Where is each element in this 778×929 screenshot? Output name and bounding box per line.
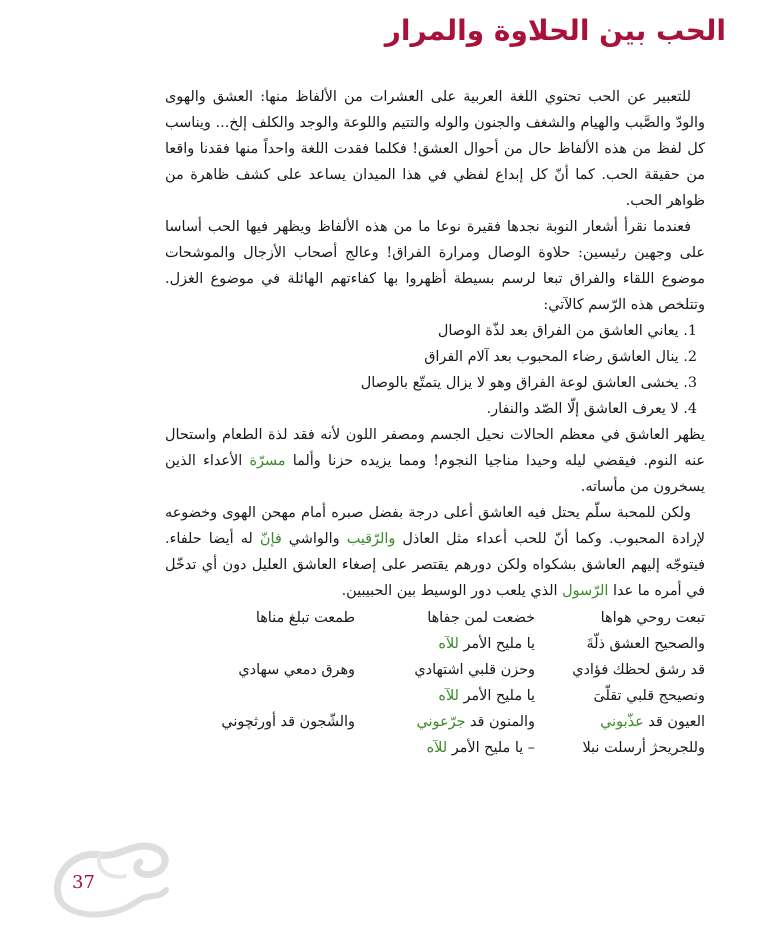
poem-hemistich: خضعت لمن جفاها — [427, 610, 535, 626]
highlighted-word: للآه — [438, 688, 459, 704]
poem-hemistich: وحزن قلبي اشتهادي — [414, 662, 535, 678]
list-item: 4. لا يعرف العاشق إلّا الصّد والنفار. — [486, 401, 697, 417]
numbered-list — [165, 318, 705, 422]
poem-hemistich: والصحيح العشق ذلّةَ — [586, 636, 705, 652]
poem-verse — [165, 683, 705, 709]
paragraph-3: يظهر العاشق في معظم الحالات نحيل الجسم ومصفر اللون لأنه فقد لذة الطعام واستحال عنه النوم. فيقضي ليله وحيدا مناجيا النجوم! ومما يزيده حزنا وألما مسرّة الأعداء الذين يسخرون من مأساته. — [165, 427, 705, 495]
highlighted-word: الرّسول — [562, 583, 609, 599]
poem-hemistich: – يا مليح الأمر للآه — [426, 740, 535, 756]
poem-hemistich: وهرق دمعي سهادي — [238, 662, 355, 678]
poem-hemistich: يا مليح الأمر للآه — [438, 636, 535, 652]
paragraph-2: فعندما نقرأ أشعار النوبة نجدها فقيرة نوعا ما من هذه الألفاظ ويظهر فيها الحب أساسا على وجهين رئيسين: حلاوة الوصال ومرارة الفراق! وعالج أصحاب الأزجال والموشحات موضوع اللقاء والفراق تبعا لرسم بسيطة أظهروا بها كفاءتهم الهائلة في موضوع الغزل. وتتلخص هذه الرّسم كالآتي: — [165, 219, 705, 313]
poem-hemistich: يا مليح الأمر للآه — [438, 688, 535, 704]
highlighted-word: للآه — [438, 636, 459, 652]
poem-hemistich: تبعت روحي هواها — [600, 610, 705, 626]
page-footer — [40, 830, 180, 925]
poem-verse — [165, 605, 705, 631]
poem-hemistich: طمعت تبلغ مناها — [255, 610, 355, 626]
poem-hemistich: وللجريحژ أرسلت نبلا — [582, 740, 705, 756]
paragraph-4: ولكن للمحبة سلّم يحتل فيه العاشق أعلى درجة بفضل صبره أمام مهحن الهوى وخضوعه لإرادة المحبوب. وكما أنّ للحب أعداء مثل العاذل والرّقيب والواشي فإنّ له أيضا حلفاء. فيتوجّه إليهم العاشق بشكواه ولكن دورهم يقتصر على إصغاء العاشق العليل دون أي تدخّل في أمره ما عدا الرّسول الذي يلعب دور الوسيط بين الحبيبين. — [165, 505, 706, 599]
poem-verse — [165, 709, 705, 735]
poem-hemistich: ونصيحج قلبي تقلّىَ — [593, 688, 705, 704]
highlighted-word: والرّقيب — [346, 531, 396, 547]
poem-hemistich: والشّجون قد أورثچوني — [221, 714, 355, 730]
poem — [165, 605, 705, 761]
highlighted-word: عذّبوني — [600, 714, 644, 730]
highlighted-word: للآه — [426, 740, 448, 756]
poem-verse — [165, 735, 705, 761]
poem-verse — [165, 657, 705, 683]
poem-hemistich: العيون قد عذّبوني — [600, 714, 705, 730]
highlighted-word: جرّعوني — [416, 714, 466, 730]
list-item: 1. يعاني العاشق من الفراق بعد لذّة الوصال — [437, 323, 697, 339]
highlighted-word: مسرّة — [249, 453, 286, 469]
article-body — [165, 84, 705, 761]
page-number: 37 — [72, 872, 95, 893]
poem-hemistich: قد رشق لحظك فؤادي — [572, 662, 705, 678]
list-item: 2. ينال العاشق رضاء المحبوب بعد آلام الفراق — [424, 349, 697, 365]
highlighted-word: فإنّ — [259, 531, 282, 547]
paragraph-1: للتعبير عن الحب تحتوي اللغة العربية على العشرات من الألفاظ منها: العشق والهوى والودّ والصَّبب والهيام والشغف والجنون والوله والتتيم واللوعة والوجد والكلف إلخ... ويناسب كل لفظ من هذه الألفاظ حال من أحوال العشق! فكلما فقدت اللغة واحداً منها فقدنا واقعا من حقيقة الحب. كما أنّ كل إبداع لفظي في هذا الميدان يساعد على كشف ظاهرة من ظواهر الحب. — [165, 89, 705, 209]
list-item: 3. يخشى العاشق لوعة الفراق وهو لا يزال يتمتّع بالوصال — [360, 375, 697, 391]
poem-hemistich: والمنون قد جرّعوني — [416, 714, 535, 730]
ornament-icon — [40, 830, 180, 925]
page-title: الحب بين الحلاوة والمرار — [384, 14, 726, 47]
poem-verse — [165, 631, 705, 657]
